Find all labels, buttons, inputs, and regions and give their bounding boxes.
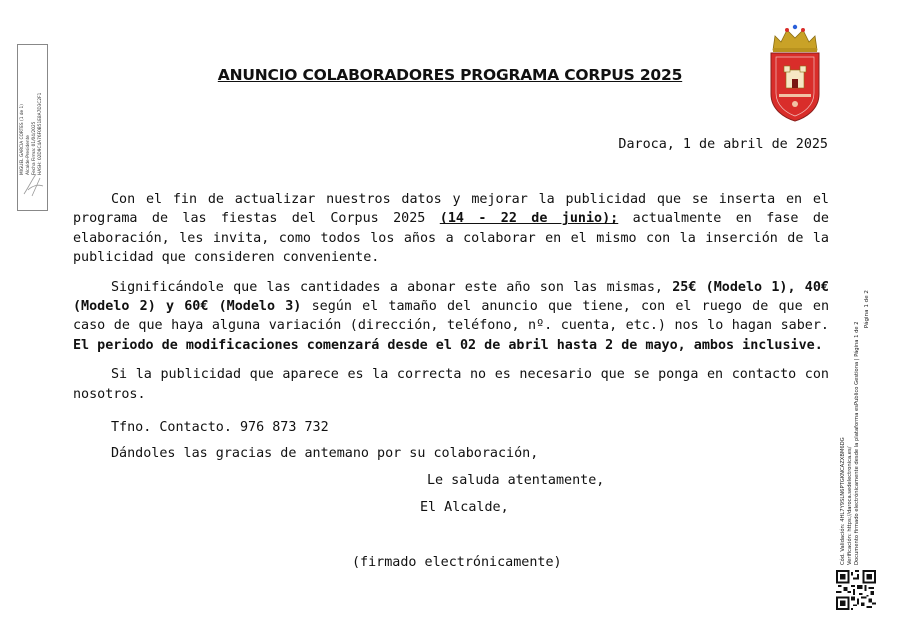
signature-line: Alcalde-Presidente	[26, 135, 31, 175]
signature-line: HASH: 02D9C4A76F0B51E8A7D3C2F1	[38, 92, 43, 175]
signed-note: (firmado electrónicamente)	[352, 555, 562, 570]
festival-dates: (14 - 22 de junio);	[439, 211, 619, 227]
verification-text	[840, 290, 861, 565]
paragraph-text: Significándole que las cantidades a abonar este año son las mismas,	[111, 279, 673, 295]
verification-line: Verificación: https://daroca.sedelectronica.es/	[847, 446, 853, 565]
paragraph-text: según el tamaño del anuncio que tiene, con el ruego de que en caso de que haya alguna variación (dirección, teléfono, nº. cuenta, etc.) nos lo hagan saber.	[73, 299, 830, 334]
paragraph-text: Con el fin de actualizar nuestros datos y mejorar la publicidad que se inserta en el programa de las fiestas del Corpus 2025	[73, 192, 829, 227]
paragraph-no-contact: Si la publicidad que aparece es la correcta no es necesario que se ponga en contacto con nosotros.	[73, 367, 829, 402]
qr-code-icon	[836, 570, 876, 610]
signer-line: El Alcalde,	[420, 500, 509, 515]
signature-line: MIGUEL GARCIA CORTES (1 de 1)	[20, 104, 25, 175]
document-title: ANUNCIO COLABORADORES PROGRAMA CORPUS 2025	[217, 66, 683, 84]
signature-scribble-icon	[22, 170, 46, 198]
document-body	[73, 190, 829, 414]
date-line: Daroca, 1 de abril de 2025	[618, 137, 828, 152]
price-list: 25€ (Modelo 1), 40€ (Modelo 2) y 60€ (Modelo 3)	[73, 279, 829, 315]
signature-line: Fecha Firma: 01/04/2025	[32, 121, 37, 175]
modification-period: El periodo de modificaciones comenzará desde el 02 de abril hasta 2 de mayo, ambos inclusive.	[73, 337, 823, 353]
verification-line: Cód. Validación: 4HL7Y9SLN6PTGKNCAZXBM6DG	[840, 437, 846, 565]
contact-phone: Tfno. Contacto. 976 873 732	[111, 420, 329, 435]
page-count: Página 1 de 2	[864, 290, 870, 329]
verification-line: Documento firmado electrónicamente desde la plataforma esPublico Gestiona | Página 1 de 2	[854, 321, 860, 565]
thanks-line: Dándoles las gracias de antemano por su colaboración,	[111, 446, 539, 461]
paragraph-prices	[73, 278, 829, 356]
paragraph-text: actualmente en fase de elaboración, les invita, como todos los años a colaborar en el mismo con la inserción de la publicidad que consideren conveniente.	[73, 211, 829, 266]
greeting-line: Le saluda atentamente,	[427, 473, 605, 488]
paragraph-intro	[73, 190, 829, 268]
